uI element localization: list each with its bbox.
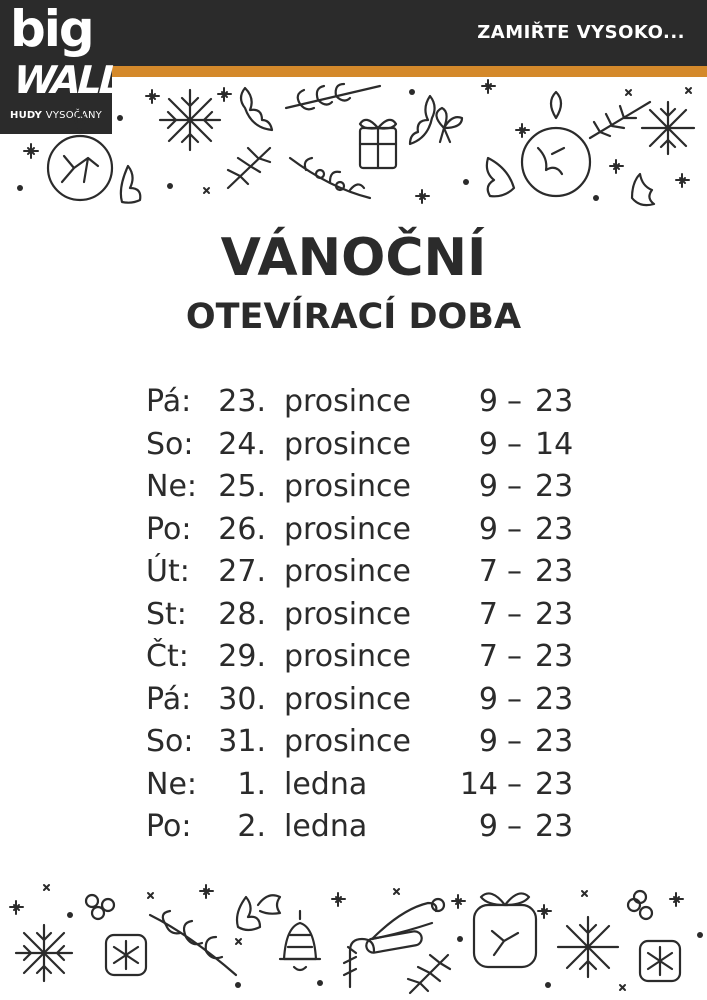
list-item xyxy=(0,424,707,466)
branch-icon xyxy=(228,148,270,188)
logo-sub-bold: HUDY xyxy=(10,110,43,121)
date-label: 23. xyxy=(218,384,266,419)
holly-leaf-icon xyxy=(632,174,654,205)
day-label: Po: xyxy=(146,809,192,844)
open-time: 7 xyxy=(478,554,498,589)
holly-leaf-icon xyxy=(237,897,260,930)
time-separator: – xyxy=(507,639,522,674)
accent-stripe xyxy=(112,66,707,77)
open-time: 9 xyxy=(478,384,498,419)
gift-icon xyxy=(360,120,396,168)
open-time: 7 xyxy=(478,639,498,674)
open-time: 9 xyxy=(478,469,498,504)
ornament-icon xyxy=(522,92,590,196)
branch-icon xyxy=(290,158,370,198)
branch-icon xyxy=(286,84,380,109)
time-separator: – xyxy=(507,426,522,462)
month-label: ledna xyxy=(284,809,368,844)
holly-leaf-icon xyxy=(487,158,514,196)
open-time: 14 xyxy=(459,766,498,802)
open-time: 9 xyxy=(478,511,498,547)
time-separator: – xyxy=(507,554,522,589)
list-item xyxy=(0,764,707,806)
open-time: 9 xyxy=(478,809,498,844)
time-separator: – xyxy=(507,384,522,419)
date-label: 2. xyxy=(237,809,266,844)
holly-leaf-icon xyxy=(241,88,272,130)
snowflake-icon xyxy=(558,917,618,977)
open-time: 9 xyxy=(478,681,498,717)
date-label: 30. xyxy=(218,681,266,717)
list-item xyxy=(0,721,707,763)
month-label: prosince xyxy=(284,639,412,674)
list-item xyxy=(0,466,707,508)
candy-cane-icon xyxy=(350,939,374,987)
star-icon xyxy=(24,80,691,218)
month-label: prosince xyxy=(284,426,412,462)
date-label: 24. xyxy=(218,426,266,462)
time-separator: – xyxy=(507,596,522,632)
day-label: St: xyxy=(146,596,187,632)
close-time: 23 xyxy=(535,469,574,504)
branch-icon xyxy=(590,102,650,138)
list-item xyxy=(0,551,707,593)
list-item xyxy=(0,806,707,848)
close-time: 23 xyxy=(535,554,574,589)
bottom-decoration xyxy=(0,875,707,1000)
day-label: Út: xyxy=(146,554,190,589)
day-label: Ne: xyxy=(146,766,198,802)
day-label: Ne: xyxy=(146,469,198,504)
month-label: prosince xyxy=(284,554,412,589)
day-label: So: xyxy=(146,724,194,759)
date-label: 31. xyxy=(218,724,266,759)
time-separator: – xyxy=(507,681,522,717)
day-label: Pá: xyxy=(146,681,192,717)
logo-sub-light: VYSOČANY xyxy=(45,110,102,121)
close-time: 23 xyxy=(535,724,574,759)
holly-leaf-icon xyxy=(121,166,140,203)
month-label: prosince xyxy=(284,469,412,504)
list-item xyxy=(0,381,707,423)
close-time: 23 xyxy=(535,809,574,844)
month-label: prosince xyxy=(284,511,412,547)
holly-leaf-icon xyxy=(258,895,280,913)
month-label: prosince xyxy=(284,384,412,419)
time-separator: – xyxy=(507,511,522,547)
top-decoration xyxy=(0,78,707,218)
open-time: 7 xyxy=(478,596,498,632)
day-label: Pá: xyxy=(146,384,192,419)
month-label: prosince xyxy=(284,596,412,632)
time-separator: – xyxy=(507,724,522,759)
month-label: prosince xyxy=(284,681,412,717)
month-label: ledna xyxy=(284,766,368,802)
close-time: 23 xyxy=(535,639,574,674)
date-label: 27. xyxy=(218,554,266,589)
date-label: 25. xyxy=(218,469,266,504)
time-separator: – xyxy=(507,809,522,844)
gift-icon xyxy=(474,893,536,967)
time-separator: – xyxy=(507,766,522,802)
branch-icon xyxy=(408,955,450,993)
close-time: 14 xyxy=(535,426,574,462)
page-subtitle: OTEVÍRACÍ DOBA xyxy=(185,297,522,337)
date-label: 29. xyxy=(218,639,266,674)
open-time: 9 xyxy=(478,724,498,759)
list-item xyxy=(0,594,707,636)
date-label: 26. xyxy=(218,511,266,547)
logo-wall: WALL xyxy=(8,58,126,102)
holly-leaf-icon xyxy=(410,96,435,144)
ornament-icon xyxy=(45,110,112,200)
snowflake-icon xyxy=(160,90,220,150)
close-time: 23 xyxy=(535,511,574,547)
bell-icon xyxy=(280,911,320,970)
list-item xyxy=(0,509,707,551)
branch-icon xyxy=(150,911,236,975)
close-time: 23 xyxy=(535,596,574,632)
logo-big: big xyxy=(10,0,93,58)
gift-icon xyxy=(106,935,146,975)
hat-icon xyxy=(365,899,444,954)
tagline: ZAMIŘTE VYSOKO... xyxy=(477,22,685,43)
snowflake-icon xyxy=(16,925,72,981)
list-item xyxy=(0,679,707,721)
time-separator: – xyxy=(507,469,522,504)
list-item xyxy=(0,636,707,678)
bow-icon xyxy=(436,108,462,142)
date-label: 28. xyxy=(218,596,266,632)
close-time: 23 xyxy=(535,384,574,419)
date-label: 1. xyxy=(237,766,266,802)
snowflake-icon xyxy=(642,102,694,154)
day-label: Po: xyxy=(146,511,192,547)
page-title: VÁNOČNÍ xyxy=(220,228,487,288)
close-time: 23 xyxy=(535,766,574,802)
day-label: Čt: xyxy=(146,639,189,674)
month-label: prosince xyxy=(284,724,412,759)
gift-icon xyxy=(640,941,680,981)
day-label: So: xyxy=(146,426,194,462)
berry-icon xyxy=(86,891,652,919)
close-time: 23 xyxy=(535,681,574,717)
open-time: 9 xyxy=(478,426,498,462)
